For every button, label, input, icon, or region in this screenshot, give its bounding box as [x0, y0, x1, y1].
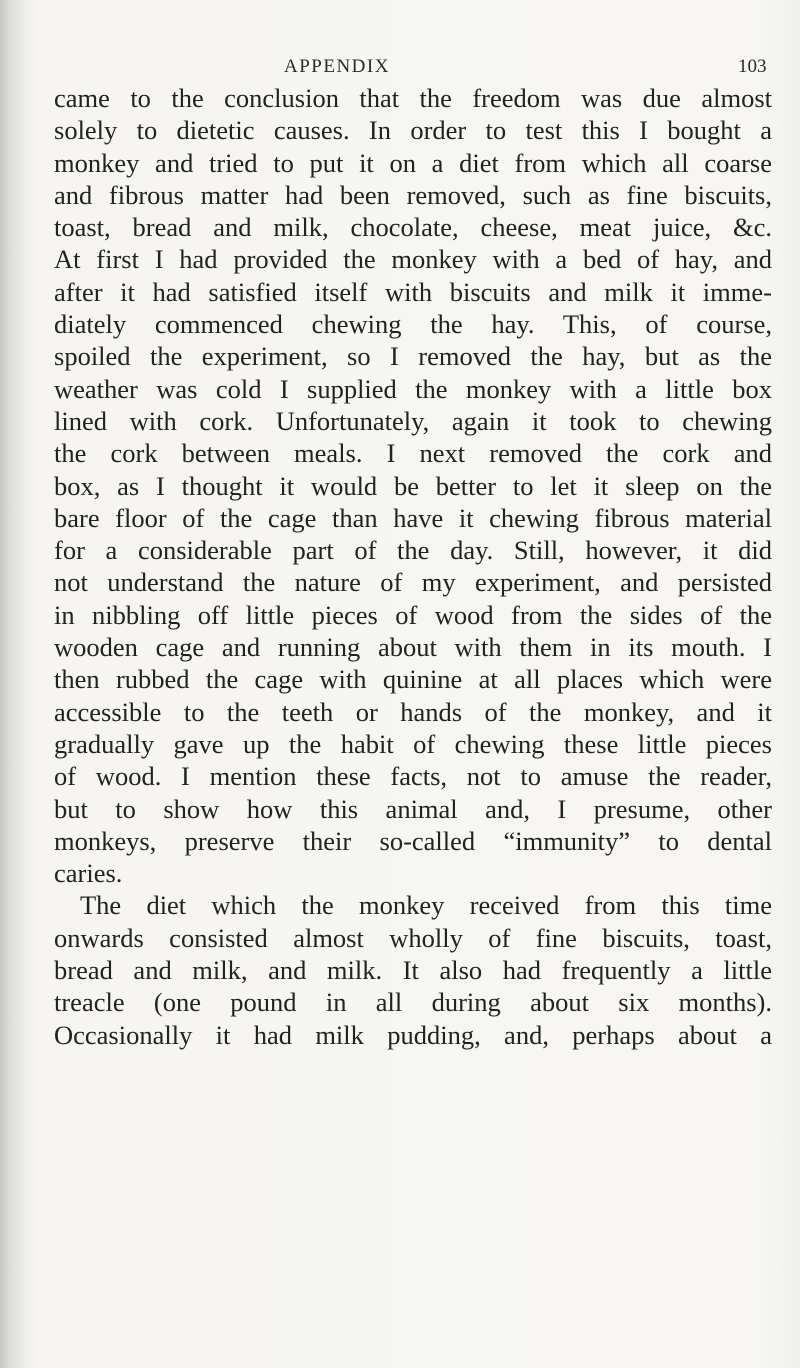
text-line: gradually gave up the habit of chewing these little pieces — [54, 728, 772, 759]
text-line: after it had satisfied itself with biscuits and milk it imme- — [54, 276, 772, 307]
text-line: lined with cork. Unfortunately, again it took to chewing — [54, 405, 772, 436]
text-line: toast, bread and milk, chocolate, cheese, meat juice, &c. — [54, 212, 772, 243]
text-line: not understand the nature of my experiment, and persisted — [54, 567, 772, 598]
text-line: in nibbling off little pieces of wood from the sides of the — [54, 599, 772, 630]
text-line: spoiled the experiment, so I removed the hay, but as the — [54, 341, 772, 372]
text-line: wooden cage and running about with them in its mouth. I — [54, 632, 772, 663]
text-line: the cork between meals. I next removed the cork and — [54, 438, 772, 469]
text-line: for a considerable part of the day. Still, however, it did — [54, 535, 772, 566]
text-line: monkeys, preserve their so-called “immunity” to dental — [54, 825, 772, 856]
text-line: bare floor of the cage than have it chewing fibrous material — [54, 502, 772, 533]
text-line: of wood. I mention these facts, not to amuse the reader, — [54, 761, 772, 792]
paragraph-end-line: caries. — [54, 858, 123, 889]
text-line: diately commenced chewing the hay. This, of course, — [54, 309, 772, 340]
text-line: came to the conclusion that the freedom was due almost — [54, 83, 772, 113]
text-line: box, as I thought it would be better to let it sleep on the — [54, 470, 772, 501]
text-line: onwards consisted almost wholly of fine biscuits, toast, — [54, 922, 772, 953]
text-line: bread and milk, and milk. It also had frequently a little — [54, 955, 772, 986]
text-line: and fibrous matter had been removed, such as fine biscuits, — [54, 179, 772, 210]
text-line: solely to dietetic causes. In order to test this I bought a — [54, 115, 772, 146]
page-header — [0, 56, 800, 82]
text-line: weather was cold I supplied the monkey with a little box — [54, 373, 772, 404]
text-line: then rubbed the cage with quinine at all places which were — [54, 664, 772, 695]
text-line: treacle (one pound in all during about six months). — [54, 987, 772, 1018]
body-text — [54, 82, 772, 1051]
running-head: APPENDIX — [284, 56, 390, 77]
text-line: accessible to the teeth or hands of the monkey, and it — [54, 696, 772, 727]
page-number: 103 — [738, 56, 767, 77]
text-line: At first I had provided the monkey with a bed of hay, and — [54, 244, 772, 275]
page-gutter-shadow — [0, 0, 28, 1368]
text-line: monkey and tried to put it on a diet from which all coarse — [54, 147, 772, 178]
text-line: Occasionally it had milk pudding, and, perhaps about a — [54, 1019, 772, 1050]
paragraph-start-line: The diet which the monkey received from this time — [80, 890, 772, 921]
text-line: but to show how this animal and, I presume, other — [54, 793, 772, 824]
